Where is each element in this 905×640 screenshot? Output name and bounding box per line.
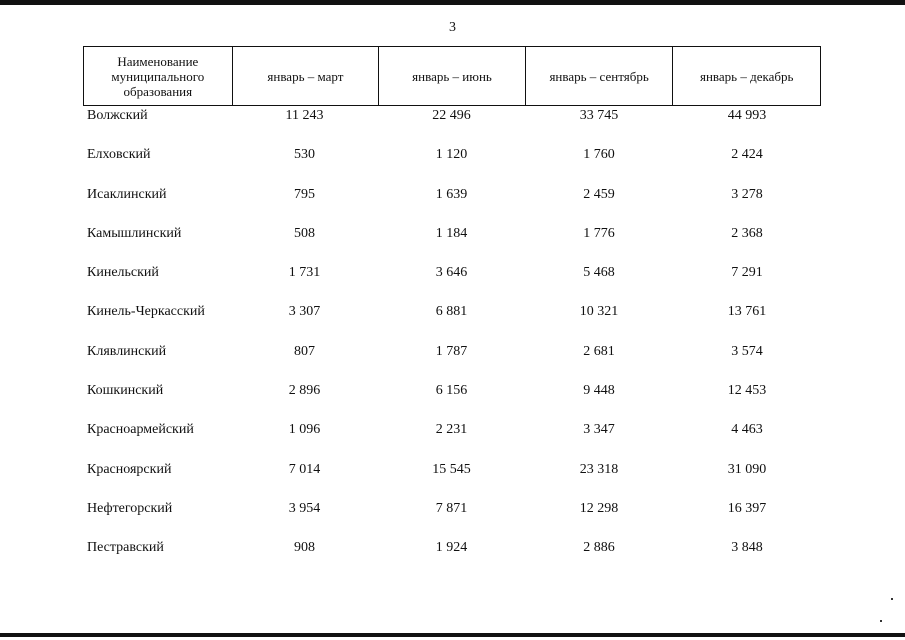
top-border-rule: [0, 0, 905, 5]
value-jan-jun: 1 639: [435, 186, 468, 202]
table-row: [83, 265, 821, 304]
table-header: [83, 46, 821, 106]
value-jan-dec: 12 453: [727, 383, 767, 399]
value-jan-sep: 23 318: [579, 461, 619, 477]
value-jan-jun: 15 545: [432, 461, 471, 477]
value-jan-sep: 9 448: [583, 383, 615, 399]
value-jan-dec: 3 278: [731, 186, 763, 202]
municipality-name: Нефтегорский: [87, 500, 173, 516]
scan-speck: [891, 598, 893, 600]
value-jan-dec: 13 761: [727, 304, 767, 320]
value-jan-mar: 508: [294, 225, 315, 241]
value-jan-dec: 16 397: [727, 500, 767, 516]
value-jan-sep: 1 760: [583, 147, 615, 163]
scan-speck: [880, 620, 882, 622]
value-jan-sep: 5 468: [583, 265, 615, 281]
value-jan-sep: 2 886: [583, 540, 615, 556]
municipality-name: Кошкинский: [87, 383, 164, 399]
table-row: [83, 304, 821, 343]
value-jan-dec: 2 368: [731, 225, 763, 241]
value-jan-mar: 7 014: [288, 461, 321, 477]
table-row: [83, 226, 821, 265]
table-row: [83, 501, 821, 540]
municipality-name: Пестравский: [87, 540, 164, 556]
value-jan-dec: 3 848: [731, 540, 763, 556]
table-row: [83, 540, 821, 579]
value-jan-sep: 2 681: [583, 343, 615, 359]
municipality-name: Елховский: [87, 147, 151, 163]
municipality-name: Красноярский: [87, 461, 172, 477]
table-row: [83, 462, 821, 501]
table-row: [83, 147, 821, 186]
value-jan-jun: 1 184: [435, 225, 468, 241]
value-jan-mar: 807: [294, 343, 315, 359]
value-jan-mar: 1 096: [288, 422, 321, 438]
value-jan-dec: 4 463: [731, 422, 763, 438]
table-row: [83, 108, 821, 147]
value-jan-jun: 2 231: [435, 422, 468, 438]
value-jan-mar: 530: [294, 147, 315, 163]
value-jan-dec: 2 424: [731, 147, 763, 163]
table-row: [83, 422, 821, 461]
value-jan-dec: 31 090: [727, 461, 767, 477]
value-jan-jun: 6 156: [435, 383, 468, 399]
value-jan-mar: 908: [294, 540, 315, 556]
municipality-name: Исаклинский: [87, 186, 167, 202]
value-jan-mar: 2 896: [288, 383, 321, 399]
table-row: [83, 344, 821, 383]
table-row: [83, 187, 821, 226]
value-jan-sep: 1 776: [583, 225, 615, 241]
value-jan-mar: 795: [294, 186, 315, 202]
municipality-name: Кинельский: [87, 265, 159, 281]
value-jan-sep: 33 745: [579, 108, 619, 123]
value-jan-sep: 10 321: [579, 304, 619, 320]
header-jan-jun: январь – июнь: [378, 47, 525, 105]
municipality-name: Кинель-Черкасский: [87, 304, 205, 320]
value-jan-mar: 3 954: [288, 500, 321, 516]
value-jan-dec: 44 993: [727, 108, 767, 123]
value-jan-dec: 7 291: [731, 265, 763, 281]
value-jan-sep: 12 298: [579, 500, 619, 516]
value-jan-mar: 3 307: [288, 304, 321, 320]
header-jan-sep: январь – сентябрь: [525, 47, 673, 105]
municipality-name: Клявлинский: [87, 343, 167, 359]
value-jan-sep: 2 459: [583, 186, 615, 202]
header-municipality: Наименование муниципального образования: [111, 53, 205, 99]
value-jan-jun: 1 924: [435, 540, 468, 556]
municipality-name: Камышлинский: [87, 225, 182, 241]
value-jan-mar: 11 243: [285, 108, 324, 123]
value-jan-jun: 3 646: [435, 265, 468, 281]
value-jan-jun: 1 120: [435, 147, 468, 163]
table-row: [83, 383, 821, 422]
municipality-name: Красноармейский: [87, 422, 194, 438]
table-body: [83, 108, 821, 580]
municipality-name: Волжский: [87, 108, 148, 123]
value-jan-jun: 7 871: [435, 500, 468, 516]
value-jan-jun: 6 881: [435, 304, 468, 320]
value-jan-dec: 3 574: [731, 343, 763, 359]
value-jan-jun: 1 787: [435, 343, 468, 359]
value-jan-jun: 22 496: [432, 108, 471, 123]
bottom-border-rule: [0, 633, 905, 637]
value-jan-mar: 1 731: [288, 265, 321, 281]
page-number: 3: [449, 20, 456, 35]
value-jan-sep: 3 347: [583, 422, 615, 438]
header-jan-mar: январь – март: [232, 47, 379, 105]
header-jan-dec: январь – декабрь: [672, 47, 820, 105]
